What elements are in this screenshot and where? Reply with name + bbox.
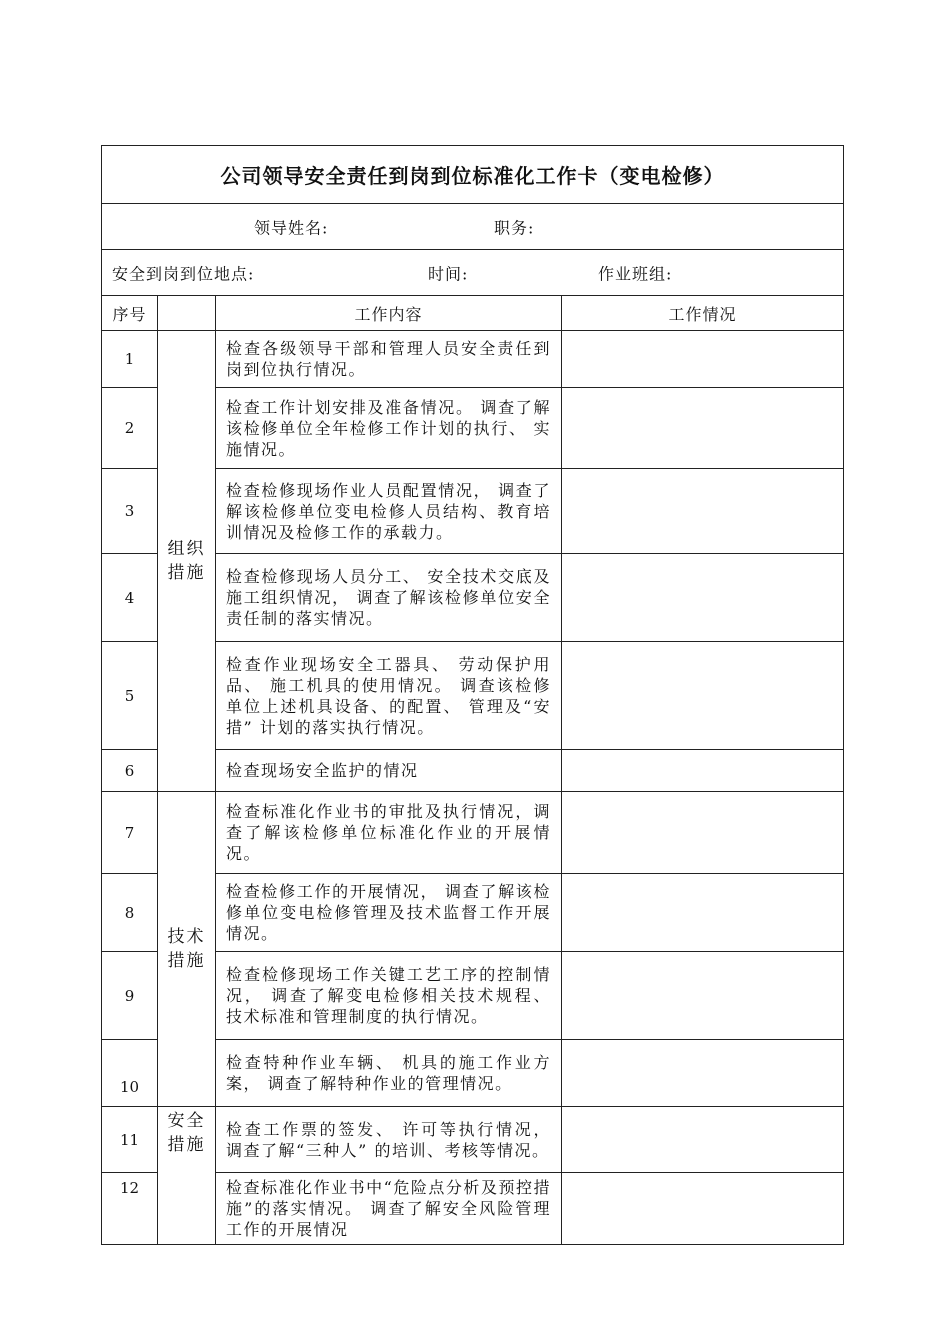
row-content: 检查工作票的签发、 许可等执行情况， 调查了解“三种人” 的培训、考核等情况。 bbox=[216, 1107, 562, 1173]
row-status-cell[interactable] bbox=[562, 554, 844, 642]
position-label: 职务: bbox=[494, 218, 535, 237]
row-content: 检查检修工作的开展情况， 调查了解该检修单位变电检修管理及技术监督工作开展情况。 bbox=[216, 874, 562, 952]
row-number: 10 bbox=[102, 1040, 158, 1107]
leader-name-label: 领导姓名: bbox=[254, 218, 329, 237]
location-label: 安全到岗到位地点: bbox=[112, 264, 255, 283]
category-tech bbox=[158, 792, 216, 1107]
row-number: 12 bbox=[102, 1173, 158, 1245]
row-status-cell[interactable] bbox=[562, 469, 844, 554]
row-status-cell[interactable] bbox=[562, 792, 844, 874]
row-status-cell[interactable] bbox=[562, 1173, 844, 1245]
category-label: 组织措施 bbox=[167, 539, 206, 583]
row-status-cell[interactable] bbox=[562, 750, 844, 792]
header-seq: 序号 bbox=[102, 296, 158, 331]
header-status: 工作情况 bbox=[562, 296, 844, 331]
row-content: 检查检修现场人员分工、 安全技术交底及施工组织情况， 调查了解该检修单位安全责任制的落实情况。 bbox=[216, 554, 562, 642]
row-number: 9 bbox=[102, 952, 158, 1040]
row-number: 3 bbox=[102, 469, 158, 554]
row-content: 检查标准化作业书的审批及执行情况，调查了解该检修单位标准化作业的开展情况。 bbox=[216, 792, 562, 874]
row-status-cell[interactable] bbox=[562, 1040, 844, 1107]
row-content: 检查特种作业车辆、 机具的施工作业方案， 调查了解特种作业的管理情况。 bbox=[216, 1040, 562, 1107]
leader-info-row bbox=[102, 204, 844, 250]
row-number: 4 bbox=[102, 554, 158, 642]
row-content: 检查工作计划安排及准备情况。 调查了解该检修单位全年检修工作计划的执行、 实施情况。 bbox=[216, 388, 562, 469]
row-status-cell[interactable] bbox=[562, 642, 844, 750]
category-safety bbox=[158, 1107, 216, 1245]
table-row bbox=[102, 331, 844, 388]
category-org bbox=[158, 331, 216, 792]
row-status-cell[interactable] bbox=[562, 331, 844, 388]
time-label: 时间: bbox=[428, 264, 469, 283]
row-content: 检查现场安全监护的情况 bbox=[216, 750, 562, 792]
row-number: 7 bbox=[102, 792, 158, 874]
row-number: 8 bbox=[102, 874, 158, 952]
work-card bbox=[101, 145, 843, 1245]
header-content: 工作内容 bbox=[216, 296, 562, 331]
row-number: 6 bbox=[102, 750, 158, 792]
category-label: 技术措施 bbox=[167, 927, 206, 971]
row-status-cell[interactable] bbox=[562, 874, 844, 952]
category-label: 安全措施 bbox=[167, 1111, 206, 1155]
row-number: 5 bbox=[102, 642, 158, 750]
row-content: 检查各级领导干部和管理人员安全责任到岗到位执行情况。 bbox=[216, 331, 562, 388]
work-card-table bbox=[101, 145, 844, 1245]
row-number: 1 bbox=[102, 331, 158, 388]
header-row bbox=[102, 296, 844, 331]
row-status-cell[interactable] bbox=[562, 1107, 844, 1173]
row-number: 11 bbox=[102, 1107, 158, 1173]
table-row bbox=[102, 792, 844, 874]
team-label: 作业班组: bbox=[598, 264, 673, 283]
row-content: 检查检修现场作业人员配置情况， 调查了解该检修单位变电检修人员结构、教育培训情况及检修工作的承载力。 bbox=[216, 469, 562, 554]
row-content: 检查检修现场工作关键工艺工序的控制情况， 调查了解变电检修相关技术规程、 技术标准和管理制度的执行情况。 bbox=[216, 952, 562, 1040]
table-row bbox=[102, 1107, 844, 1173]
card-title: 公司领导安全责任到岗到位标准化工作卡（变电检修） bbox=[102, 146, 844, 204]
row-content: 检查作业现场安全工器具、 劳动保护用品、 施工机具的使用情况。 调查该检修单位上述机具设备、的配置、 管理及“安措” 计划的落实执行情况。 bbox=[216, 642, 562, 750]
row-status-cell[interactable] bbox=[562, 388, 844, 469]
row-number: 2 bbox=[102, 388, 158, 469]
row-content: 检查标准化作业书中“危险点分析及预控措施”的落实情况。 调查了解安全风险管理工作的开展情况 bbox=[216, 1173, 562, 1245]
header-category bbox=[158, 296, 216, 331]
location-info-row bbox=[102, 250, 844, 296]
row-status-cell[interactable] bbox=[562, 952, 844, 1040]
